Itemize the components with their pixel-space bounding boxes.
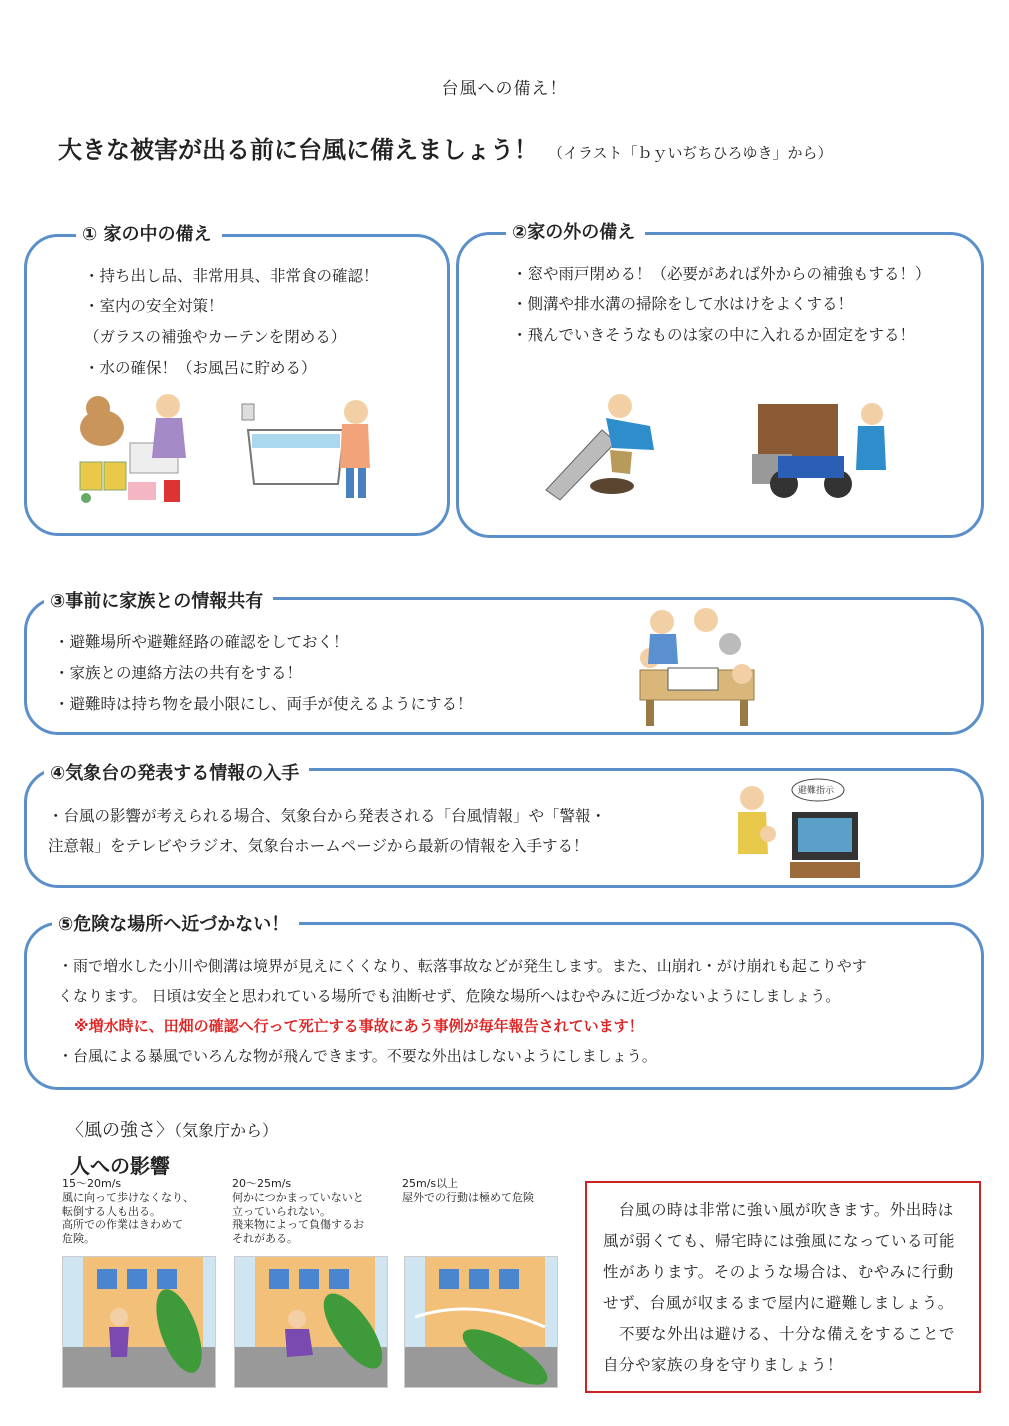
indoor-line: ・水の確保！（お風呂に貯める） [84, 359, 317, 377]
headline-text: 大きな被害が出る前に台風に備えましょう！ [58, 136, 538, 164]
wind-level-1-illustration [62, 1256, 216, 1388]
wind-effect-line: 何かにつかまっていないと [232, 1190, 364, 1204]
indoor-line: ・持ち出し品、非常用具、非常食の確認！ [84, 267, 379, 285]
wind-effect-line: 危険。 [62, 1232, 95, 1245]
weather-line: 注意報」をテレビやラジオ、気象台ホームページから最新の情報を入手する！ [48, 837, 589, 855]
family-meeting-illustration [632, 604, 762, 728]
wind-subheading: 人への影響 [70, 1154, 170, 1178]
wind-level-caption [402, 1177, 562, 1205]
wind-effect-line: 転倒する人も出る。 [62, 1204, 161, 1218]
wind-level-caption [62, 1177, 212, 1246]
section-danger-label: ⑤危険な場所へ近づかない！ [52, 910, 299, 936]
section-weather-label: ④気象台の発表する情報の入手 [44, 759, 309, 785]
section-outdoor-label: ②家の外の備え [506, 218, 645, 244]
page-top-title: 台風への備え！ [441, 79, 568, 99]
indoor-line: ・室内の安全対策！ [84, 297, 224, 315]
wind-effect-line: 飛来物によって負傷するお [232, 1218, 364, 1232]
wind-effect-line: 立っていられない。 [232, 1204, 331, 1218]
illustration-credit: （イラスト「ｂｙいぢちひろゆき」から） [548, 144, 833, 162]
wind-heading-text: 〈風の強さ〉 [66, 1120, 174, 1141]
bathtub-water-illustration [238, 394, 380, 506]
danger-line: くなります。 日頃は安全と思われている場所でも油断せず、危険な場所へはむやみに近づかないようにしましょう。 [58, 987, 841, 1005]
family-line: ・避難場所や避難経路の確認をしておく！ [54, 633, 349, 651]
outdoor-line: ・窓や雨戸閉める！（必要があれば外からの補強もする！） [512, 265, 931, 283]
page-headline [58, 130, 833, 165]
weather-line: ・台風の影響が考えられる場合、気象台から発表される「台風情報」や「警報・ [48, 807, 607, 825]
indoor-line: （ガラスの補強やカーテンを閉める） [84, 328, 347, 346]
emergency-supplies-illustration [72, 388, 212, 510]
wind-effect-line: 高所での作業はきわめて [62, 1218, 183, 1232]
securing-items-illustration [748, 394, 890, 504]
notice-paragraph-1: 台風の時は非常に強い風が吹きます。外出時は風が弱くても、帰宅時には強風になっている可能性があります。そのような場合は、むやみに行動せず、台風が収まるまで屋内に避難しましょう。 [603, 1201, 956, 1312]
wind-speed: 20～25m/s [232, 1177, 292, 1190]
wind-speed: 15～20m/s [62, 1177, 122, 1190]
tv-bubble-text: 避難指示 [798, 786, 835, 796]
wind-speed: 25m/s以上 [402, 1177, 459, 1190]
gutter-cleaning-illustration [542, 390, 664, 502]
wind-source: （気象庁から） [174, 1121, 279, 1140]
wind-effect-line: それがある。 [232, 1232, 298, 1245]
section-family-label: ③事前に家族との情報共有 [44, 587, 273, 613]
danger-last-line: ・台風による暴風でいろんな物が飛んできます。不要な外出はしないようにしましょう。 [58, 1047, 657, 1065]
wind-level-3-illustration [404, 1256, 558, 1388]
wind-notice-box [585, 1181, 981, 1393]
wind-effect-line: 風に向って歩けなくなり、 [62, 1190, 194, 1204]
family-line: ・家族との連絡方法の共有をする！ [54, 664, 303, 682]
wind-effect-line: 屋外での行動は極めて危険 [402, 1190, 534, 1204]
danger-line: ・雨で増水した小川や側溝は境界が見えにくくなり、転落事故などが発生します。また、山崩れ・がけ崩れも起こりやす [58, 957, 867, 975]
wind-heading [66, 1116, 278, 1142]
family-line: ・避難時は持ち物を最小限にし、両手が使えるようにする！ [54, 695, 473, 713]
danger-warning: ※増水時に、田畑の確認へ行って死亡する事故にあう事例が毎年報告されています！ [74, 1017, 644, 1035]
notice-paragraph-2: 不要な外出は避ける、十分な備えをすることで自分や家族の身を守りましょう！ [603, 1325, 956, 1374]
outdoor-line: ・側溝や排水溝の掃除をして水はけをよくする！ [512, 295, 854, 313]
wind-level-2-illustration [234, 1256, 388, 1388]
section-indoor-label: ① 家の中の備え [76, 220, 222, 246]
wind-level-caption [232, 1177, 388, 1246]
outdoor-line: ・飛んでいきそうなものは家の中に入れるか固定をする！ [512, 326, 916, 344]
